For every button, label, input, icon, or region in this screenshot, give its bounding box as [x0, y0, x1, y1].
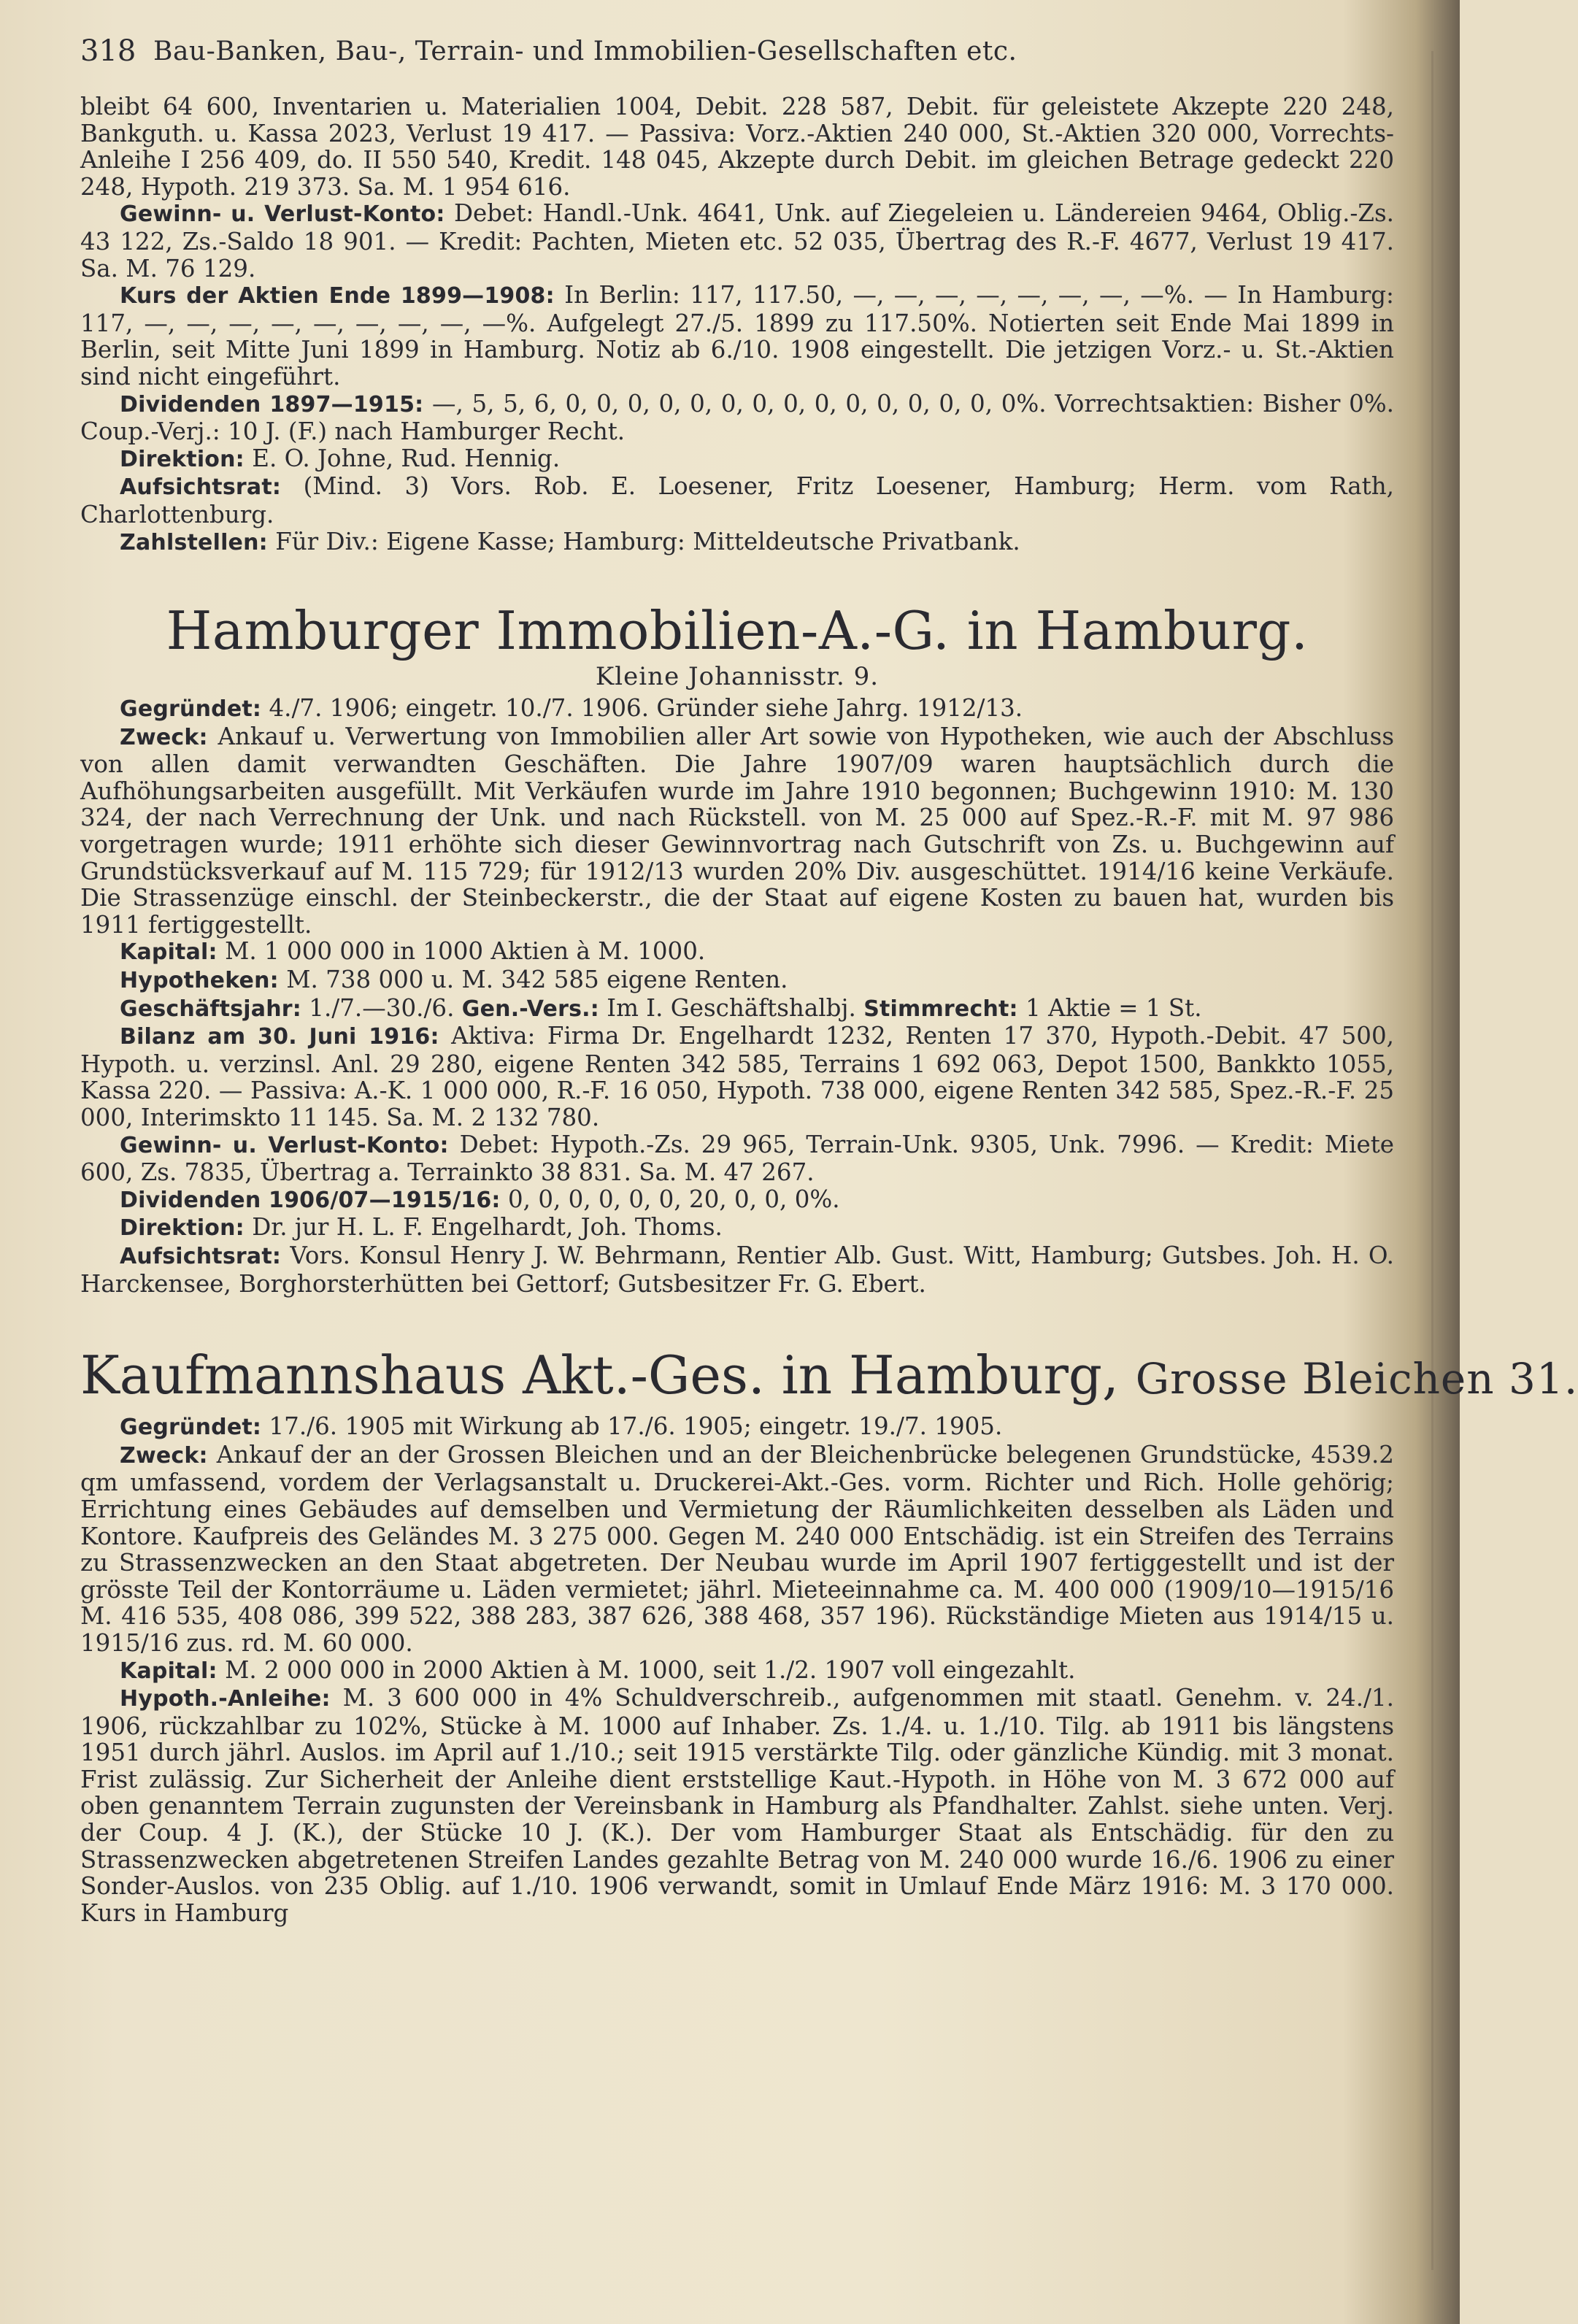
hamburger-dir-label: Direktion:	[120, 1215, 245, 1242]
kaufmannshaus-kapital-label: Kapital:	[120, 1658, 218, 1684]
hamburger-auf-text: Vors. Konsul Henry J. W. Behrmann, Rentier Alb. Gust. Witt, Hamburg; Gutsbes. Joh. H. O. Harckensee, Borghorsterhütten bei Gettorf; Gutsbesitzer Fr. G. Ebert.	[80, 1241, 1394, 1298]
hamburger-gewinn-paragraph	[80, 1131, 1394, 1186]
kaufmannshaus-anl-label: Hypoth.-Anleihe:	[120, 1686, 331, 1712]
page-header	[80, 22, 1394, 80]
hamburger-gegr-text: 4./7. 1906; eingetr. 10./7. 1906. Gründer siehe Jahrg. 1912/13.	[269, 694, 1023, 723]
prev-kurs-paragraph	[80, 282, 1394, 390]
hamburger-gj-label: Geschäftsjahr:	[120, 996, 301, 1022]
kaufmannshaus-zweck-label: Zweck:	[120, 1442, 208, 1469]
hamburger-auf-label: Aufsichtsrat:	[120, 1243, 282, 1269]
prev-dir-paragraph	[80, 445, 1394, 474]
hamburger-kapital-text: M. 1 000 000 in 1000 Aktien à M. 1000.	[225, 937, 706, 966]
prev-gewinn-label: Gewinn- u. Verlust-Konto:	[120, 201, 445, 228]
page-content	[80, 22, 1578, 1927]
hamburger-zweck-paragraph	[80, 723, 1394, 939]
page-edge-shadow	[1431, 51, 1433, 2270]
hamburger-gegr-paragraph	[80, 695, 1394, 723]
kaufmannshaus-title: Kaufmannshaus Akt.-Ges. in Hamburg,	[80, 1344, 1119, 1407]
running-title: Bau-Banken, Bau-, Terrain- und Immobilien-Gesellschaften etc.	[153, 36, 1017, 66]
hamburger-kapital-paragraph	[80, 938, 1394, 966]
prev-zahl-paragraph	[80, 528, 1394, 557]
hamburger-stimm-label: Stimmrecht:	[863, 996, 1018, 1022]
hamburger-gegr-label: Gegründet:	[120, 696, 262, 723]
prev-dir-text: E. O. Johne, Rud. Hennig.	[252, 444, 561, 472]
prev-div-paragraph	[80, 390, 1394, 445]
hamburger-address: Kleine Johannisstr. 9.	[595, 662, 880, 692]
hamburger-auf-paragraph	[80, 1242, 1394, 1297]
hamburger-div-text: 0, 0, 0, 0, 0, 0, 20, 0, 0, 0%.	[507, 1185, 840, 1213]
hamburger-gv-label: Gen.-Vers.:	[461, 996, 599, 1022]
prev-kurs-text: In Berlin: 117, 117.50, —, —, —, —, —, —, —, —%. — In Hamburg: 117, —, —, —, —, —, —, —, —, —%. Aufgelegt 27./5. 1899 zu 117.50%. Notierten seit Ende Mai 1899 in Berlin, seit Mitte Juni 1899 in Hamburg. Notiz ab 6./10. 1908 eingestellt. Die jetzigen Vorz.- u. St.-Aktien sind nicht eingeführt.	[80, 281, 1394, 390]
prev-div-text: —, 5, 5, 6, 0, 0, 0, 0, 0, 0, 0, 0, 0, 0, 0, 0, 0, 0, 0%. Vorrechtsaktien: Bisher 0%. Coup.-Verj.: 10 J. (F.) nach Hamburger Recht.	[80, 389, 1394, 446]
kaufmannshaus-kapital-text: M. 2 000 000 in 2000 Aktien à M. 1000, seit 1./2. 1907 voll eingezahlt.	[225, 1655, 1076, 1684]
hamburger-bilanz-text: Aktiva: Firma Dr. Engelhardt 1232, Renten 17 370, Hypoth.-Debit. 47 500, Hypoth. u. verzinsl. Anl. 29 280, eigene Renten 342 585, Terrains 1 692 063, Depot 1500, Bankkto 1055, Kassa 220. — Passiva: A.-K. 1 000 000, R.-F. 16 050, Hypoth. 738 000, eigene Renten 342 585, Spez.-R.-F. 25 000, Interimskto 11 145. Sa. M. 2 132 780.	[80, 1022, 1394, 1131]
page-number: 318	[80, 34, 136, 68]
prev-auf-text: (Mind. 3) Vors. Rob. E. Loesener, Fritz Loesener, Hamburg; Herm. vom Rath, Charlottenburg.	[80, 472, 1394, 528]
kaufmannshaus-title-line	[80, 1344, 1578, 1410]
kaufmannshaus-section	[80, 1413, 1394, 1926]
kaufmannshaus-gegr-paragraph	[80, 1413, 1394, 1442]
kaufmannshaus-gegr-text: 17./6. 1905 mit Wirkung ab 17./6. 1905; eingetr. 19./7. 1905.	[269, 1412, 1003, 1441]
hamburger-gewinn-text: Debet: Hypoth.-Zs. 29 965, Terrain-Unk. 9305, Unk. 7996. — Kredit: Miete 600, Zs. 7835, Übertrag a. Terrainkto 38 831. Sa. M. 47 267.	[80, 1130, 1394, 1187]
hamburger-div-label: Dividenden 1906/07—1915/16:	[120, 1187, 501, 1213]
prev-div-label: Dividenden 1897—1915:	[120, 391, 424, 418]
hamburger-stimm-text: 1 Aktie = 1 St.	[1025, 993, 1202, 1022]
hamburger-zweck-label: Zweck:	[120, 724, 208, 750]
kaufmannshaus-anl-text: M. 3 600 000 in 4% Schuldverschreib., aufgenommen mit staatl. Genehm. v. 24./1. 1906, rückzahlbar zu 102%, Stücke à M. 1000 auf Inhaber. Zs. 1./4. u. 1./10. Tilg. ab 1911 bis längstens 1951 durch jährl. Auslos. im April auf 1./10.; seit 1915 verstärkte Tilg. oder gänzliche Kündig. mit 3 monat. Frist zulässig. Zur Sicherheit der Anleihe dient erststellige Kaut.-Hypoth. in Höhe von M. 3 672 000 auf oben genanntem Terrain zugunsten der Vereinsbank in Hamburg als Pfandhalter. Zahlst. siehe unten. Verj. der Coup. 4 J. (K.), der Stücke 10 J. (K.). Der vom Hamburger Staat als Entschädig. für den zu Strassenzwecken abgetretenen Streifen Landes gezahlte Betrag von M. 240 000 wurde 16./6. 1906 zu einer Sonder-Auslos. von 235 Oblig. auf 1./10. 1906 verwandt, somit in Umlauf Ende März 1916: M. 3 170 000. Kurs in Hamburg	[80, 1684, 1394, 1927]
prev-gewinn-paragraph	[80, 200, 1394, 282]
hamburger-title: Hamburger Immobilien-A.-G. in Hamburg.	[166, 600, 1309, 662]
kaufmannshaus-zweck-text: Ankauf der an der Grossen Bleichen und an der Bleichenbrücke belegenen Grundstücke, 4539.2 qm umfassend, vordem der Verlagsanstalt u. Druckerei-Akt.-Ges. vorm. Richter und Rich. Holle gehörig; Errichtung eines Gebäudes auf demselben und Vermietung der Räumlichkeiten desselben als Läden und Kontore. Kaufpreis des Geländes M. 3 275 000. Gegen M. 240 000 Entschädig. ist ein Streifen des Terrains zu Strassenzwecken an den Staat abgetreten. Der Neubau wurde im April 1907 fertiggestellt und ist der grösste Teil der Kontorräume u. Läden vermietet; jährl. Mieteeinnahme ca. M. 400 000 (1909/10—1915/16 M. 416 535, 408 086, 399 522, 388 283, 387 626, 388 468, 357 196). Rückständige Mieten aus 1914/15 u. 1915/16 zus. rd. M. 60 000.	[80, 1440, 1394, 1657]
prev-gewinn-text: Debet: Handl.-Unk. 4641, Unk. auf Ziegeleien u. Ländereien 9464, Oblig.-Zs. 43 122, Zs.-Saldo 18 901. — Kredit: Pachten, Mieten etc. 52 035, Übertrag des R.-F. 4677, Verlust 19 417. Sa. M. 76 129.	[80, 199, 1394, 282]
kaufmannshaus-anl-paragraph	[80, 1685, 1394, 1926]
hamburger-gj-text: 1./7.—30./6.	[309, 993, 455, 1022]
hamburger-div-paragraph	[80, 1186, 1394, 1215]
hamburger-gv-text: Im I. Geschäftshalbj.	[607, 993, 856, 1022]
prev-kurs-label: Kurs der Aktien Ende 1899—1908:	[120, 283, 555, 309]
prev-bilanz-continuation: bleibt 64 600, Inventarien u. Materialien 1004, Debit. 228 587, Debit. für geleistete Akzepte 220 248, Bankguth. u. Kassa 2023, Verlust 19 417. — Passiva: Vorz.-Aktien 240 000, St.-Aktien 320 000, Vorrechts-Anleihe I 256 409, do. II 550 540, Kredit. 148 045, Akzepte durch Debit. im gleichen Betrage gedeckt 220 248, Hypoth. 219 373. Sa. M. 1 954 616.	[80, 93, 1394, 201]
hamburger-dir-text: Dr. jur H. L. F. Engelhardt, Joh. Thoms.	[252, 1213, 723, 1242]
hamburger-zweck-text: Ankauf u. Verwertung von Immobilien aller Art sowie von Hypotheken, wie auch der Abschluss von allen damit verwandten Geschäften. Die Jahre 1907/09 waren hauptsächlich durch die Aufhöhungsarbeiten ausgefüllt. Mit Verkäufen wurde im Jahre 1910 begonnen; Buchgewinn 1910: M. 130 324, der nach Verrechnung der Unk. und nach Rückstell. von M. 25 000 auf Spez.-R.-F. mit M. 97 986 vorgetragen wurde; 1911 erhöhte sich dieser Gewinnvortrag nach Gutschrift von Zs. u. Buchgewinn auf Grundstücksverkauf auf M. 115 729; für 1912/13 wurden 20% Div. ausgeschüttet. 1914/16 keine Verkäufe. Die Strassenzüge einschl. der Steinbeckerstr., die der Staat auf eigene Kosten zu bauen hat, wurden bis 1911 fertiggestellt.	[80, 722, 1394, 939]
prev-auf-label: Aufsichtsrat:	[120, 474, 282, 501]
hamburger-gj-paragraph	[80, 995, 1394, 1023]
hamburger-section	[80, 695, 1394, 1297]
prev-zahl-text: Für Div.: Eigene Kasse; Hamburg: Mitteldeutsche Privatbank.	[275, 527, 1020, 555]
kaufmannshaus-address: Grosse Bleichen 31.	[1135, 1354, 1578, 1404]
hamburger-dir-paragraph	[80, 1214, 1394, 1242]
hamburger-gewinn-label: Gewinn- u. Verlust-Konto:	[120, 1132, 449, 1158]
hamburger-hyp-paragraph	[80, 966, 1394, 995]
hamburger-kapital-label: Kapital:	[120, 939, 218, 966]
hamburger-hyp-label: Hypotheken:	[120, 968, 279, 994]
hamburger-bilanz-paragraph	[80, 1023, 1394, 1131]
prev-company-section	[80, 93, 1394, 556]
hamburger-hyp-text: M. 738 000 u. M. 342 585 eigene Renten.	[286, 966, 788, 994]
prev-dir-label: Direktion:	[120, 446, 245, 472]
hamburger-bilanz-label: Bilanz am 30. Juni 1916:	[120, 1024, 439, 1050]
kaufmannshaus-kapital-paragraph	[80, 1657, 1394, 1685]
kaufmannshaus-zweck-paragraph	[80, 1442, 1394, 1657]
prev-zahl-label: Zahlstellen:	[120, 529, 268, 555]
kaufmannshaus-gegr-label: Gegründet:	[120, 1415, 262, 1441]
prev-auf-paragraph	[80, 473, 1394, 528]
